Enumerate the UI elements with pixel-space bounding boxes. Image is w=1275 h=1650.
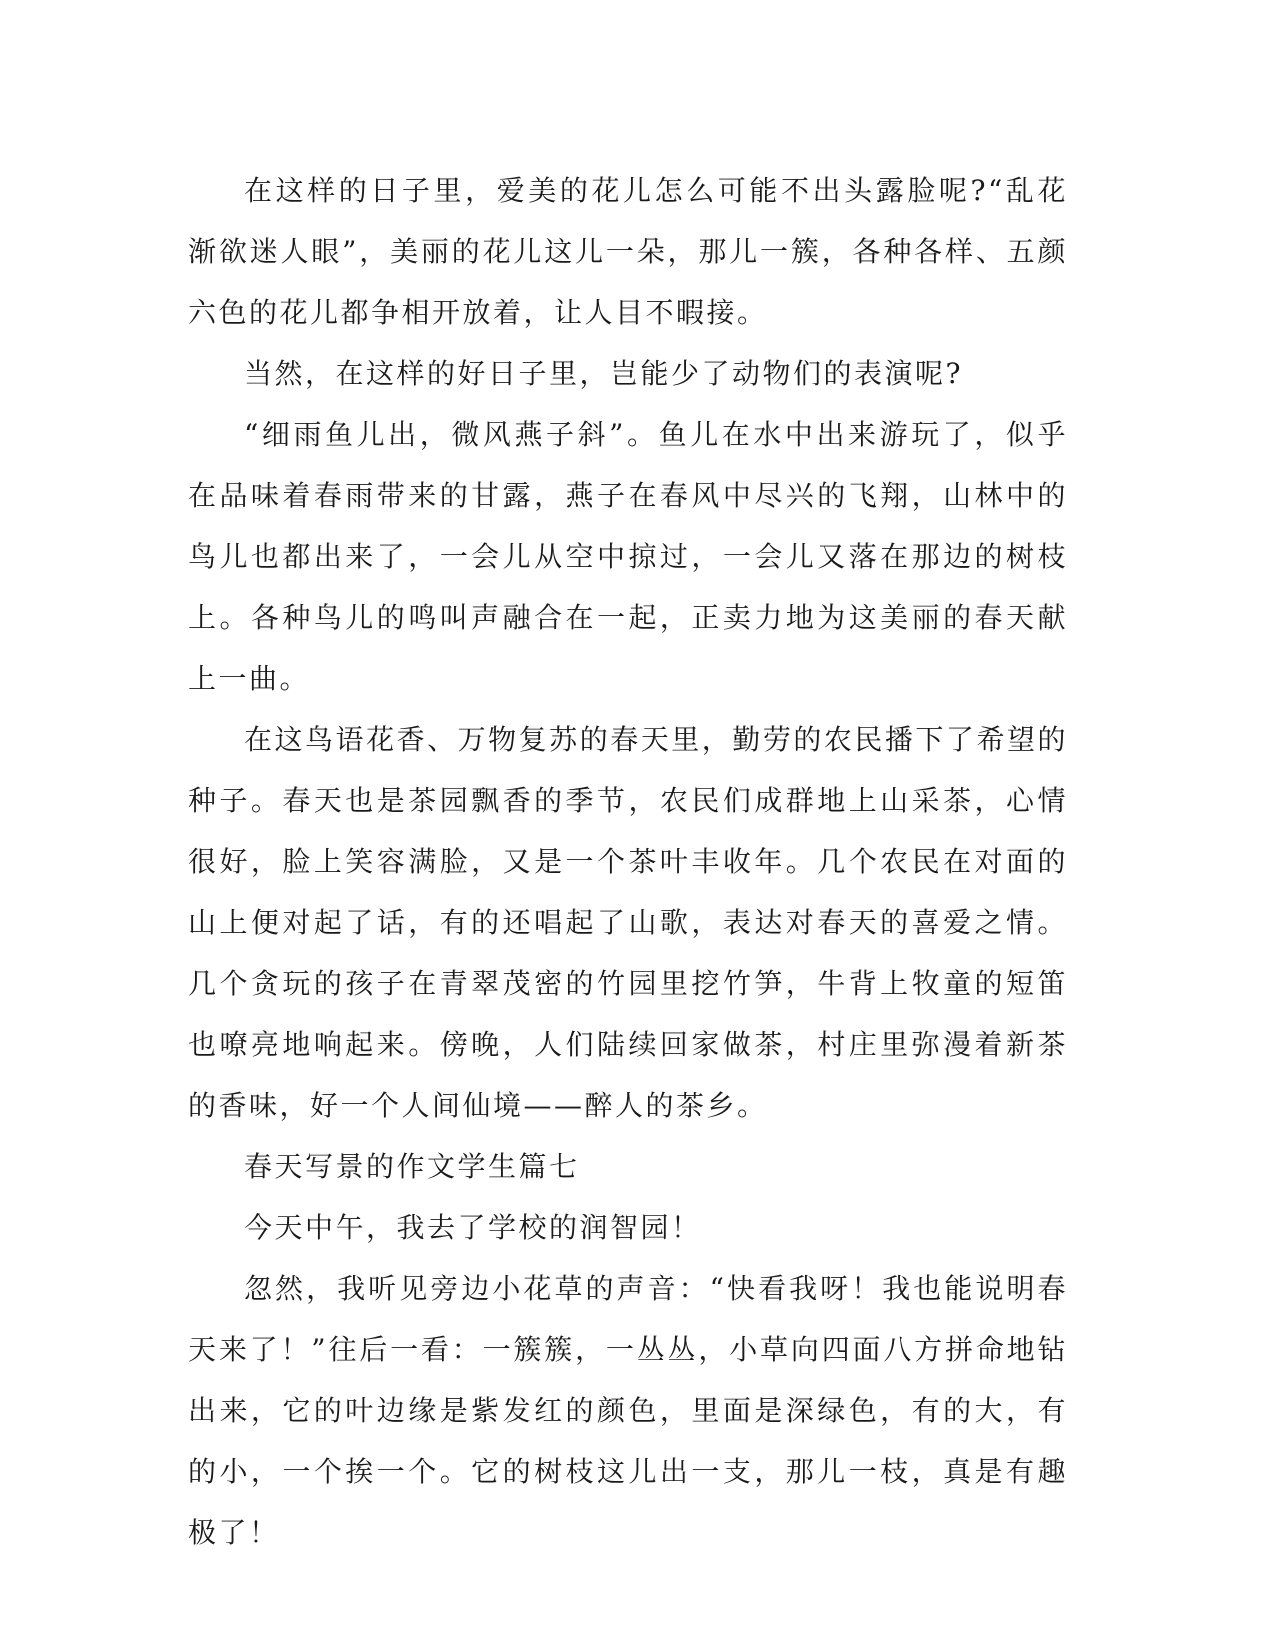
paragraph-farmers-tea: 在这鸟语花香、万物复苏的春天里，勤劳的农民播下了希望的种子。春天也是茶园飘香的季节，农民们成群地上山采茶，心情很好，脸上笑容满脸，又是一个茶叶丰收年。几个农民在对面的山上便对起了话，有的还唱起了山歌，表达对春天的喜爱之情。几个贪玩的孩子在青翠茂密的竹园里挖竹笋，牛背上牧童的短笛也嘹亮地响起来。傍晚，人们陆续回家做茶，村庄里弥漫着新茶的香味，好一个人间仙境——醉人的茶乡。 <box>188 723 1068 1122</box>
paragraph-flowers: 在这样的日子里，爱美的花儿怎么可能不出头露脸呢?“乱花渐欲迷人眼”，美丽的花儿这儿一朵，那儿一簇，各种各样、五颜六色的花儿都争相开放着，让人目不暇接。 <box>188 174 1068 329</box>
section-heading: 春天写景的作文学生篇七 <box>244 1150 580 1183</box>
paragraph-fish-swallows: “细雨鱼儿出，微风燕子斜”。鱼儿在水中出来游玩了，似乎在品味着春雨带来的甘露，燕子在春风中尽兴的飞翔，山林中的鸟儿也都出来了，一会儿从空中掠过，一会儿又落在那边的树枝上。各种鸟儿的鸣叫声融合在一起，正卖力地为这美丽的春天献上一曲。 <box>188 418 1068 695</box>
paragraph-grass: 忽然，我听见旁边小花草的声音：“快看我呀！我也能说明春天来了！”往后一看：一簇簇，一丛丛，小草向四面八方拼命地钻出来，它的叶边缘是紫发红的颜色，里面是深绿色，有的大，有的小，一个挨一个。它的树枝这儿出一支，那儿一枝，真是有趣极了！ <box>188 1272 1068 1549</box>
document-body <box>188 160 1068 1563</box>
paragraph-animals-intro: 当然，在这样的好日子里，岂能少了动物们的表演呢? <box>244 357 964 390</box>
paragraph-garden-visit: 今天中午，我去了学校的润智园！ <box>244 1211 702 1244</box>
